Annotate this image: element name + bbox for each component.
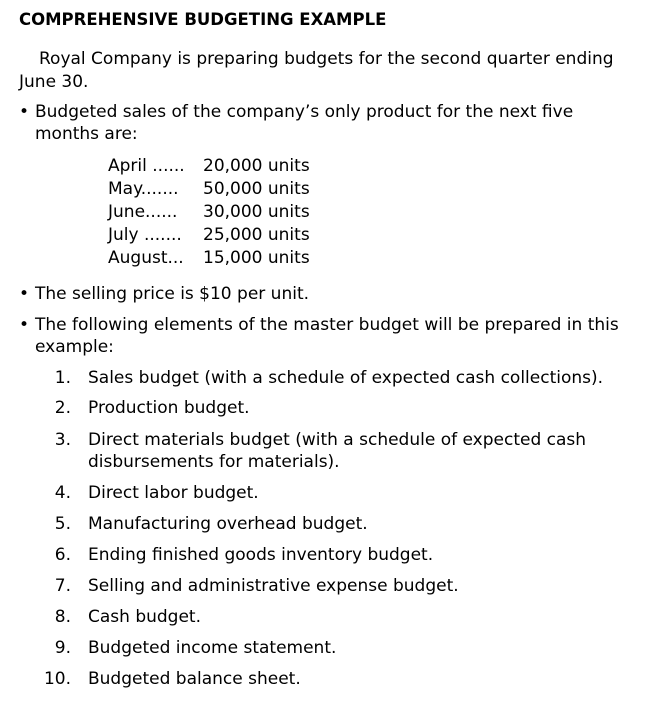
list-item-number: 3.: [54, 430, 71, 450]
list-item-number: 4.: [54, 483, 71, 503]
list-item-number: 1.: [54, 368, 71, 388]
sales-month: August...: [108, 248, 184, 268]
list-item-number: 7.: [54, 576, 71, 596]
bullet-icon: •: [19, 315, 30, 335]
list-item-number: 5.: [54, 514, 71, 534]
list-item-number: 10.: [43, 669, 71, 689]
list-item-number: 8.: [54, 607, 71, 627]
list-item-text: Direct materials budget (with a schedule of expected cash disbursements for materials).: [88, 430, 587, 472]
sales-month: May.......: [108, 179, 179, 199]
sales-units: 30,000 units: [203, 202, 310, 222]
list-item-number: 9.: [54, 638, 71, 658]
list-item-number: 2.: [54, 398, 71, 418]
list-item-text: Cash budget.: [88, 607, 201, 627]
list-item-text: Direct labor budget.: [88, 483, 259, 503]
sales-units: 15,000 units: [203, 248, 310, 268]
bullet-budgeted-sales: [19, 101, 639, 145]
sales-month: April ......: [108, 156, 185, 176]
bullet-icon: •: [19, 284, 30, 304]
sales-units: 50,000 units: [203, 179, 310, 199]
bullet-master-budget: [19, 314, 639, 358]
sales-row: [108, 178, 368, 201]
bullet-selling-price: [19, 283, 639, 305]
list-item-text: Budgeted balance sheet.: [88, 669, 301, 689]
list-item-text: Production budget.: [88, 398, 250, 418]
list-item-text: Manufacturing overhead budget.: [88, 514, 368, 534]
sales-table: [108, 155, 368, 270]
bullet-text: The selling price is $10 per unit.: [35, 284, 310, 304]
page-title: COMPREHENSIVE BUDGETING EXAMPLE: [19, 10, 387, 29]
list-item-number: 6.: [54, 545, 71, 565]
list-item-text: Sales budget (with a schedule of expected cash collections).: [88, 368, 604, 388]
sales-month: July .......: [108, 225, 182, 245]
sales-row: [108, 247, 368, 270]
sales-row: [108, 201, 368, 224]
bullet-text: The following elements of the master budget will be prepared in this example:: [35, 315, 619, 357]
list-item-text: Selling and administrative expense budget.: [88, 576, 459, 596]
bullet-text: Budgeted sales of the company’s only product for the next five months are:: [35, 102, 574, 144]
sales-units: 25,000 units: [203, 225, 310, 245]
intro-paragraph: Royal Company is preparing budgets for the second quarter ending June 30.: [19, 49, 614, 92]
list-item-text: Budgeted income statement.: [88, 638, 337, 658]
bullet-icon: •: [19, 102, 30, 122]
sales-row: [108, 224, 368, 247]
sales-month: June......: [108, 202, 178, 222]
sales-row: [108, 155, 368, 178]
sales-units: 20,000 units: [203, 156, 310, 176]
list-item-text: Ending finished goods inventory budget.: [88, 545, 434, 565]
